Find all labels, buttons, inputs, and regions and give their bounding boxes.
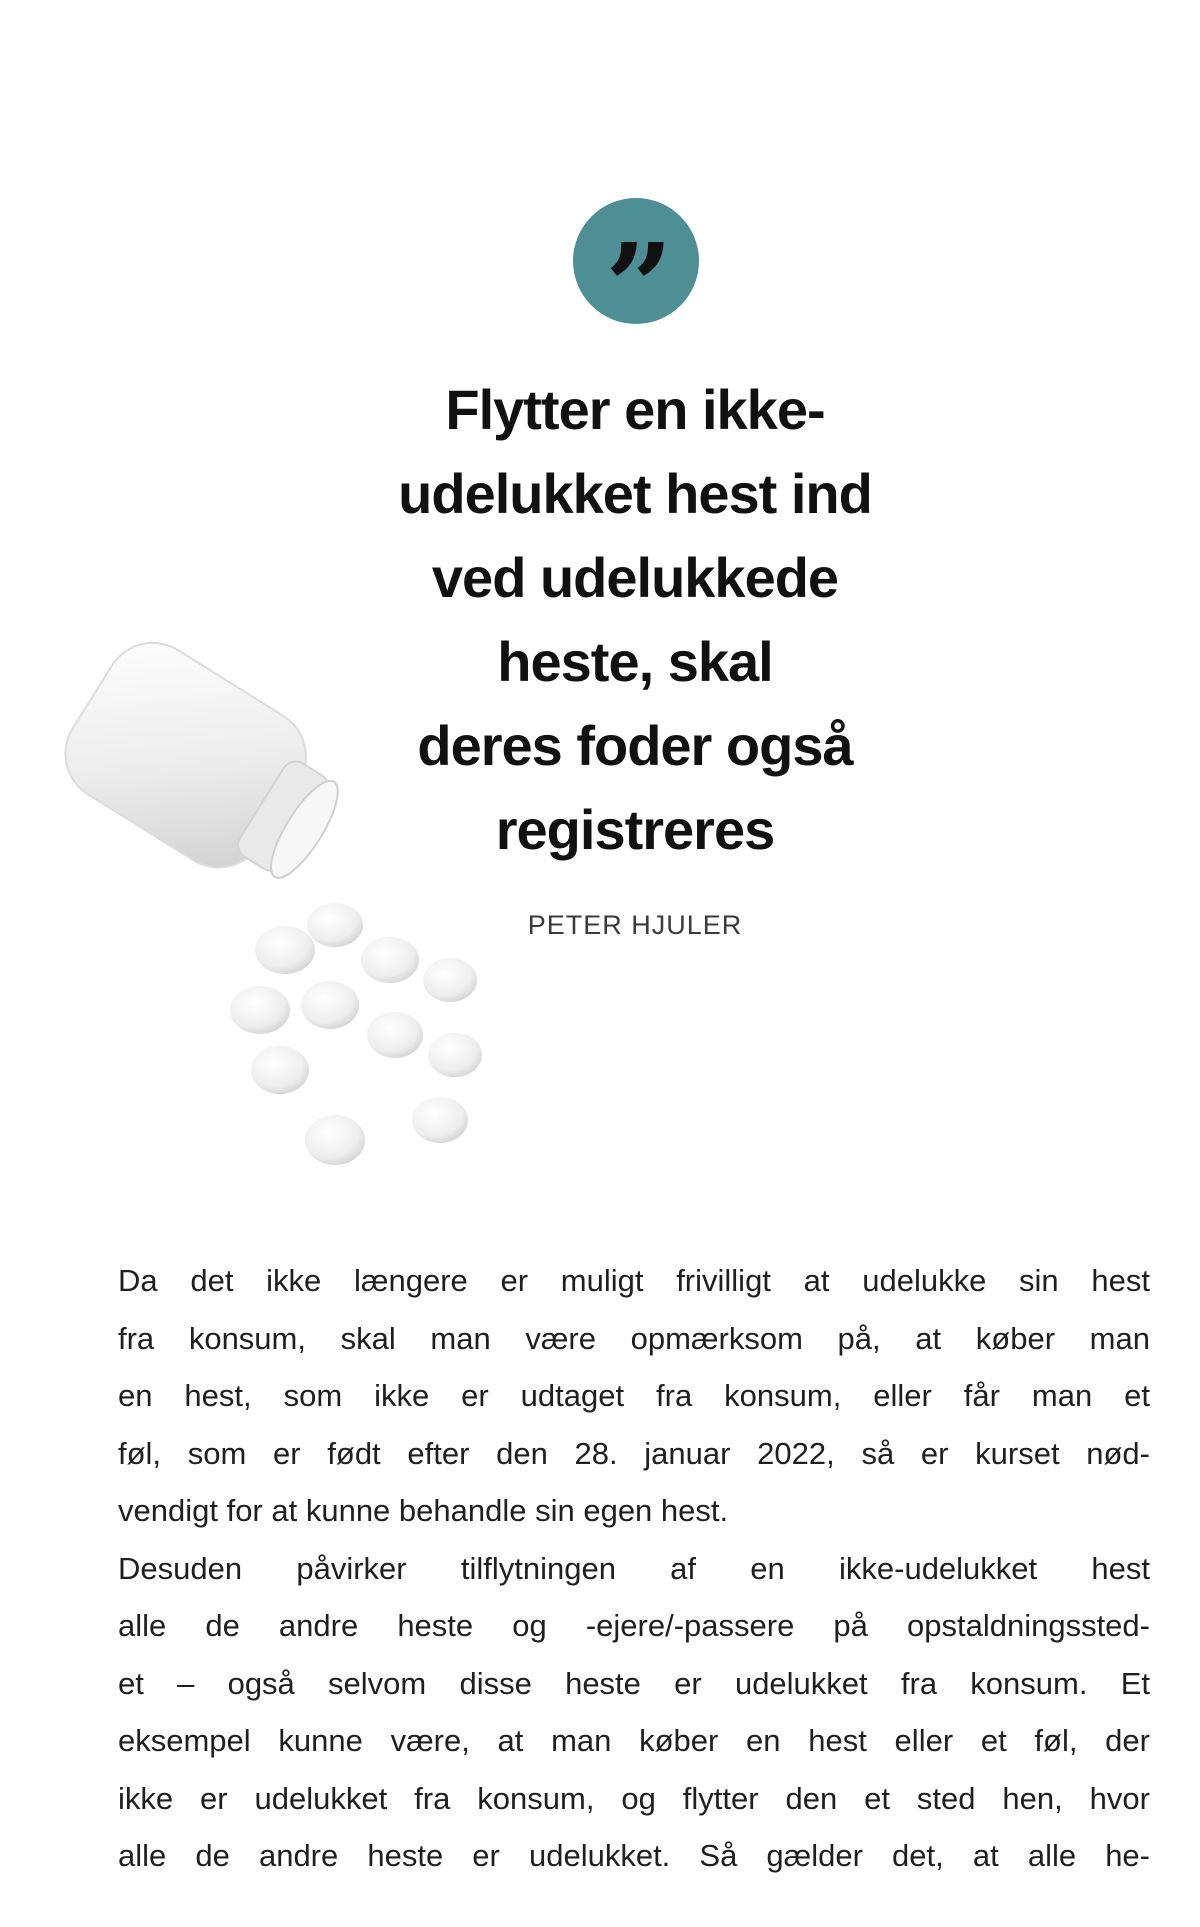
pull-quote (300, 368, 970, 872)
body-line: et – også selvom disse heste er udelukket fra konsum. Et (118, 1665, 1150, 1701)
pull-quote-line: udelukket hest ind (398, 462, 872, 525)
pull-quote-line: deres foder også (417, 714, 853, 777)
pull-quote-line: registreres (495, 798, 775, 861)
body-line: alle de andre heste er udelukket. Så gælder det, at alle he- (118, 1838, 1150, 1873)
body-line: føl, som er født efter den 28. januar 2022, så er kurset nød- (118, 1435, 1150, 1471)
pull-quote-line: Flytter en ikke- (445, 378, 825, 441)
body-line: eksempel kunne være, at man køber en hest eller et føl, der (118, 1723, 1150, 1758)
quote-author: PETER HJULER (527, 910, 743, 940)
pull-quote-line: heste, skal (497, 630, 773, 693)
quote-mark-icon: ” (605, 217, 667, 356)
body-line: vendigt for at kunne behandle sin egen hest. (118, 1493, 729, 1528)
body-line: ikke er udelukket fra konsum, og flytter den et sted hen, hvor (118, 1780, 1150, 1816)
body-line: fra konsum, skal man være opmærksom på, at køber man (118, 1320, 1150, 1356)
body-line: Da det ikke længere er muligt frivilligt at udelukke sin hest (118, 1263, 1150, 1298)
pills-group (230, 903, 482, 1165)
body-line: en hest, som ikke er udtaget fra konsum, eller får man et (118, 1378, 1150, 1413)
pull-quote-line: ved udelukkede (431, 546, 839, 609)
quote-badge (573, 198, 699, 356)
body-line: Desuden påvirker tilflytningen af en ikke-udelukket hest (118, 1550, 1150, 1586)
body-line: alle de andre heste og -ejere/-passere på opstaldningssted- (118, 1608, 1150, 1643)
article-body (118, 1252, 1150, 1885)
